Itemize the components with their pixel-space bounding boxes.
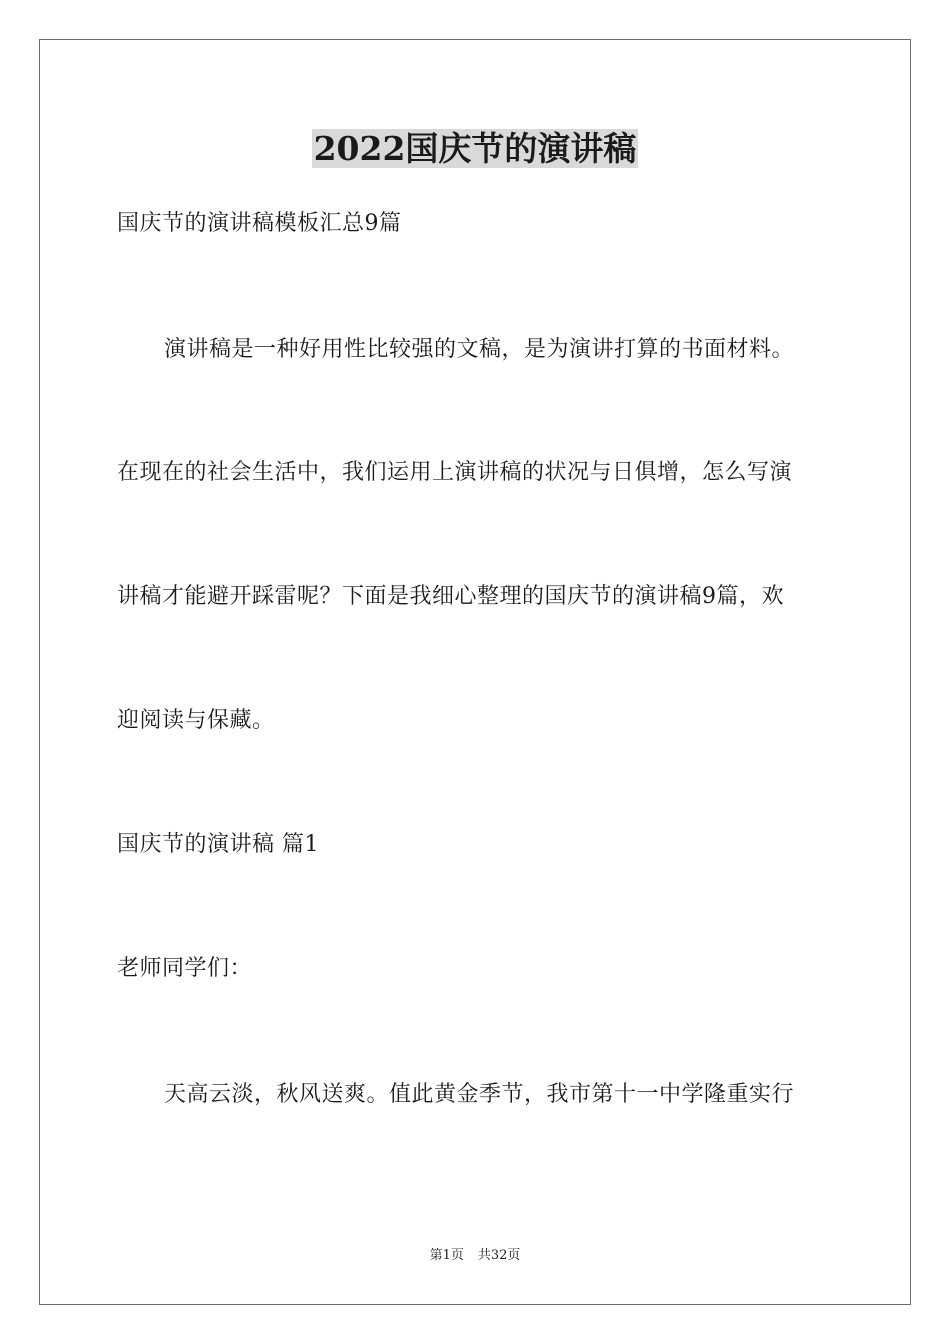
- document-title: [0, 126, 950, 172]
- paragraph-line: 讲稿才能避开踩雷呢？下面是我细心整理的国庆节的演讲稿9篇，欢: [117, 584, 784, 609]
- subtitle-line: 国庆节的演讲稿模板汇总9篇: [117, 211, 402, 236]
- salutation-line: 老师同学们：: [117, 956, 253, 981]
- section-heading: 国庆节的演讲稿 篇1: [117, 832, 319, 857]
- page-number: 第1页: [429, 1248, 464, 1263]
- page-footer: [0, 1247, 950, 1265]
- paragraph-line: 在现在的社会生活中，我们运用上演讲稿的状况与日俱增，怎么写演: [117, 460, 793, 485]
- document-title-text: 2022国庆节的演讲稿: [313, 129, 637, 168]
- paragraph-line: 演讲稿是一种好用性比较强的文稿，是为演讲打算的书面材料。: [164, 337, 795, 362]
- page-total: 共32页: [477, 1248, 521, 1263]
- paragraph-line: 天高云淡，秋风送爽。值此黄金季节，我市第十一中学隆重实行: [164, 1082, 795, 1107]
- paragraph-line: 迎阅读与保藏。: [117, 708, 275, 733]
